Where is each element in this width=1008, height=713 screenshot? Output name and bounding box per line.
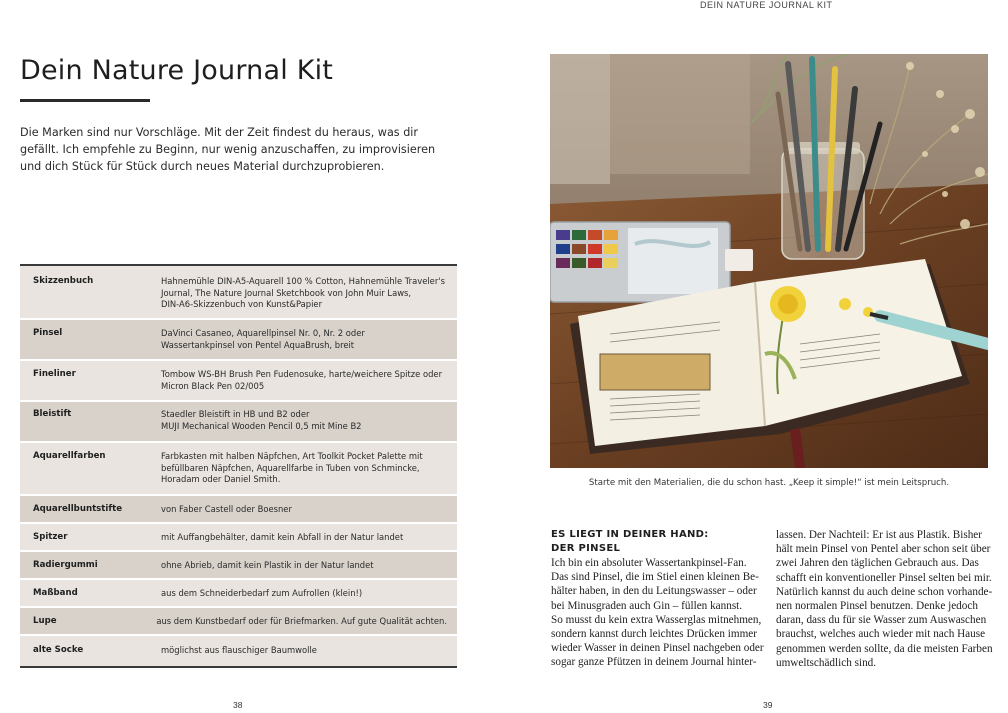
item-description	[161, 588, 457, 606]
body-line: schafft ein konventioneller Pinsel selten bei mir.	[776, 571, 992, 584]
item-description	[161, 369, 457, 400]
body-line: nen normalen Pinsel benutzen. Denke jedoch	[776, 600, 978, 613]
item-name: Skizzenbuch	[33, 276, 94, 286]
item-name: alte Socke	[33, 645, 84, 655]
body-line: Das sind Pinsel, die im Stiel einen kleinen Be-	[551, 571, 759, 584]
description-line: aus dem Schneiderbedarf zum Aufrollen (klein!)	[161, 588, 363, 598]
description-line: Wassertankpinsel von Pentel AquaBrush, breit	[161, 339, 355, 350]
item-name: Lupe	[33, 616, 57, 626]
table-row	[20, 320, 457, 361]
table-row	[20, 443, 457, 496]
materials-table	[20, 264, 457, 668]
description-line: mit Auffangbehälter, damit kein Abfall in der Natur landet	[161, 532, 404, 542]
item-name: Bleistift	[33, 409, 72, 419]
section-heading: ES LIEGT IN DEINER HAND:	[551, 529, 709, 540]
item-name: Spitzer	[33, 532, 68, 542]
body-line: brauchst, welches auch wieder mit nach Hause	[776, 628, 986, 641]
item-description	[161, 645, 457, 666]
description-line: Hahnemühle DIN-A5-Aquarell 100 % Cotton, Hahnemühle Traveler's	[161, 276, 445, 286]
description-line: DaVinci Casaneo, Aquarellpinsel Nr. 0, Nr. 2 oder	[161, 328, 365, 338]
table-row	[20, 524, 457, 552]
description-line: Tombow WS-BH Brush Pen Fudenosuke, harte/weichere Spitze oder	[161, 369, 443, 379]
description-line: ohne Abrieb, damit kein Plastik in der Natur landet	[161, 560, 374, 570]
item-name: Pinsel	[33, 328, 63, 338]
description-line: Horadam oder Daniel Smith.	[161, 474, 281, 484]
description-line: befüllbaren Näpfchen, Aquarellfarbe in Tuben von Schmincke,	[161, 462, 420, 473]
description-line: von Faber Castell oder Boesner	[161, 504, 292, 514]
item-name: Aquarellfarben	[33, 451, 106, 461]
description-line: MUJI Mechanical Wooden Pencil 0,5 mit Mine B2	[161, 420, 362, 431]
body-line: bei Minusgraden auch Gin – füllen kannst.	[551, 599, 743, 612]
item-description	[161, 276, 457, 318]
intro-line: gefällt. Ich empfehle zu Beginn, nur wenig anzuschaffen, zu improvisieren	[20, 143, 436, 156]
item-name: Aquarellbuntstifte	[33, 504, 123, 514]
body-line: zwei Jahren den täglichen Gebrauch aus. Das	[776, 557, 979, 570]
body-line: wieder Wasser in deinen Pinsel nachgeben oder	[551, 642, 764, 655]
section-heading: DER PINSEL	[551, 543, 621, 554]
running-head: DEIN NATURE JOURNAL KIT	[700, 0, 833, 10]
table-row	[20, 496, 457, 524]
description-line: aus dem Kunstbedarf oder für Briefmarken. Auf gute Qualität achten.	[156, 616, 447, 626]
table-row	[20, 608, 457, 636]
item-name: Fineliner	[33, 369, 76, 379]
item-description	[161, 532, 457, 550]
body-line: umweltschädlich sind.	[776, 656, 877, 669]
table-row	[20, 552, 457, 580]
table-row	[20, 402, 457, 443]
body-line: Natürlich kannst du auch deine schon vorhande-	[776, 585, 993, 598]
body-line: sogar ganze Pfützen in deinem Journal hinter-	[551, 656, 757, 669]
body-line: hälter haben, in den du Leitungswasser – oder	[551, 585, 757, 598]
body-line: Ich bin ein absoluter Wassertankpinsel-Fan.	[551, 557, 747, 569]
body-line: lassen. Der Nachteil: Er ist aus Plastik. Bisher	[776, 529, 982, 541]
description-line: möglichst aus flauschiger Baumwolle	[161, 645, 317, 655]
description-line: DIN-A6-Skizzenbuch von Kunst&Papier	[161, 299, 323, 309]
item-name: Maßband	[33, 588, 78, 598]
photo-caption: Starte mit den Materialien, die du schon hast. „Keep it simple!“ ist mein Leitspruch.	[588, 478, 950, 488]
item-description	[161, 504, 457, 522]
item-name: Radiergummi	[33, 560, 98, 570]
description-line: Farbkasten mit halben Näpfchen, Art Toolkit Pocket Palette mit	[161, 451, 423, 461]
text-column-1	[551, 528, 764, 670]
table-row	[20, 580, 457, 608]
item-description	[161, 451, 457, 494]
description-line: Staedler Bleistift in HB und B2 oder	[161, 409, 310, 419]
description-line: Micron Black Pen 02/005	[161, 380, 265, 391]
body-line: sondern kannst durch leichtes Drücken immer	[551, 628, 757, 641]
table-row	[20, 361, 457, 402]
item-description	[161, 560, 457, 578]
page-number-right: 39	[763, 700, 773, 710]
page-title: Dein Nature Journal Kit	[20, 55, 334, 86]
item-description	[161, 328, 457, 359]
journal-photo	[550, 54, 988, 468]
body-line: hält mein Pinsel von Pentel aber schon seit über	[776, 543, 991, 556]
item-description	[156, 616, 457, 634]
item-description	[161, 409, 457, 441]
description-line: Journal, The Nature Journal Sketchbook von John Muir Laws,	[161, 287, 412, 298]
body-line: genommen werden sollte, da die meisten Farben	[776, 642, 993, 655]
page-number-left: 38	[233, 700, 243, 710]
title-underline	[20, 99, 150, 102]
intro-line: und dich Stück für Stück durch neues Material durchzuprobieren.	[20, 160, 385, 173]
intro-paragraph	[20, 124, 436, 175]
intro-line: Die Marken sind nur Vorschläge. Mit der Zeit findest du heraus, was dir	[20, 126, 419, 139]
table-row	[20, 636, 457, 666]
table-row	[20, 266, 457, 320]
body-line: So musst du kein extra Wasserglas mitnehmen,	[551, 613, 762, 626]
text-column-2	[776, 528, 993, 670]
body-line: daran, dass du für sie Wasser zum Auswaschen	[776, 614, 987, 627]
